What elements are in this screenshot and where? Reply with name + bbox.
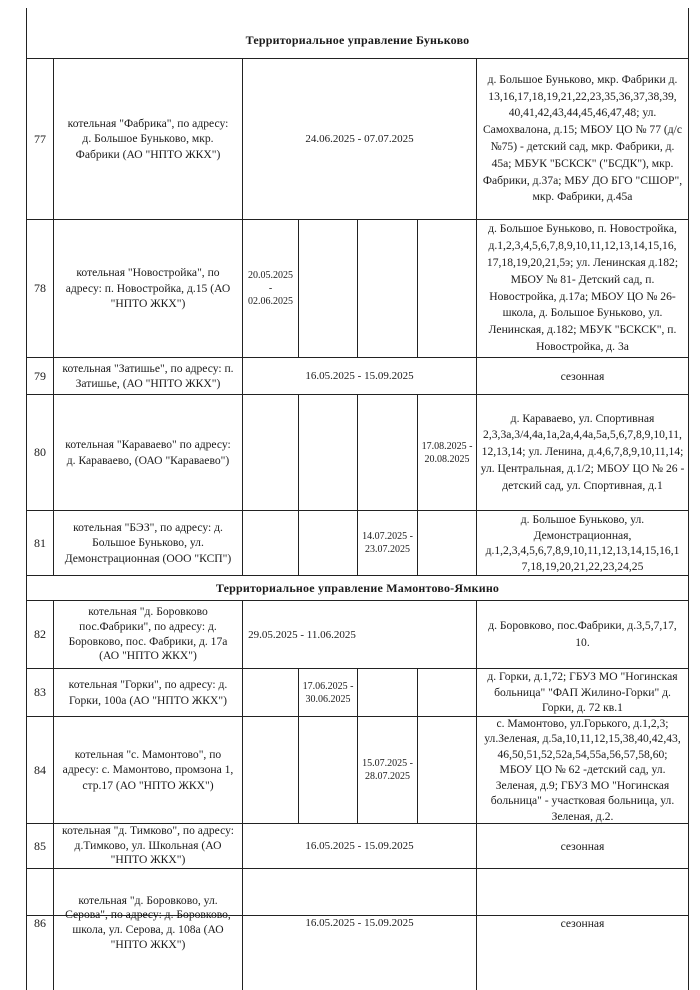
served-addresses: д. Большое Буньково, мкр. Фабрики д. 13,16,17,18,19,21,22,23,35,36,37,38,39, 40,41,42,43,44,45,46,47,48; ул. Самохвалона, д.15; МБОУ ЦО № 77 (д/с №75) - детский сад, мкр. Фабрики, д. 45а; МБУК "БСКСК" ("БСДК"), мкр. Фабрики, д.37а; МБУ ДО БГО "СШОР", мкр. Фабрики, д.45а [482,72,683,204]
boiler-name: котельная "с. Мамонтово", по адресу: с. Мамонтово, промзона 1, стр.17 (АО "НПТО ЖКХ") [62,747,234,792]
boiler-name: котельная "БЭЗ", по адресу: д. Большое Буньково, ул. Демонстрационная (ООО "КСП") [64,520,232,565]
boiler-name: котельная "д. Боровково, ул. Серова", по адресу: д. Боровково, школа, ул. Серова, д. 108а (АО "НПТО ЖКХ") [65,893,231,951]
boiler-name: котельная "Затишье", по адресу: п. Затишье, (АО "НПТО ЖКХ") [62,361,234,390]
column-divider [298,219,299,357]
shutdown-dates: 16.05.2025 - 15.09.2025 [305,917,414,929]
column-divider [417,668,418,823]
shutdown-dates: 14.07.2025 - 23.07.2025 [362,531,413,555]
shutdown-dates: 24.06.2025 - 07.07.2025 [305,133,414,145]
shutdown-dates: 20.05.2025 - 02.06.2025 [248,270,293,307]
served-addresses: сезонная [560,369,605,383]
column-divider [357,219,358,357]
served-addresses: д. Караваево, ул. Спортивная 2,3,3а,3/4,4а,1а,2а,4,4а,5а,5,6,7,8,9,10,11, 12,13,14; ул. Ленина, д.4,6,7,8,9,10,11,14; ул. Центральная, д.1/2; МБОУ ЦО № 26 - детский сад, ул. Спортивная, д.1 [480,411,685,492]
row-number: 81 [34,535,46,550]
boiler-name: котельная "Горки", по адресу: д. Горки, 100а (АО "НПТО ЖКХ") [68,678,228,707]
shutdown-dates: 15.07.2025 - 28.07.2025 [362,758,413,782]
served-addresses: д. Большое Буньково, п. Новостройка, д.1,2,3,4,5,6,7,8,9,10,11,12,13,14,15,16, 17,18,19,20,21,5э; ул. Ленинская д.182; МБОУ № 81- Детский сад, п. Новостройка, д.17а; МБОУ ЦО № 26- школа, д. Большое Буньково, ул. Ленинская, д.182; МБУК "БСКСК", п. Новостройка, д. 3а [486,222,679,353]
shutdown-dates: 17.06.2025 - 30.06.2025 [302,680,354,705]
shutdown-dates: 16.05.2025 - 15.09.2025 [305,840,414,852]
column-divider [417,219,418,357]
boiler-name: котельная "Новостройка", по адресу: п. Новостройка, д.15 (АО "НПТО ЖКХ") [65,266,231,311]
boiler-name: котельная "д. Боровково пос.Фабрики", по адресу: д. Боровково, пос. Фабрики, д. 17а (АО "НПТО ЖКХ") [68,604,228,663]
served-addresses: с. Мамонтово, ул.Горького, д.1,2,3; ул.Зеленая, д.5а,10,11,12,15,38,40,42,43, 46,50,51,52,52а,54,55а,56,57,58,60; МБОУ ЦО № 62 -детский сад, ул. Зеленая, д.9; ГБУЗ МО "Ногинская больница" - участковая больница, ул. Зеленая, д.2. [484,717,681,823]
boiler-name: котельная "Фабрика", по адресу: д. Большое Буньково, мкр. Фабрики (АО "НПТО ЖКХ") [67,116,229,161]
shutdown-dates: 29.05.2025 - 11.06.2025 [248,628,356,641]
row-number: 86 [34,915,46,930]
served-addresses: сезонная [560,839,605,853]
served-addresses: д. Горки, д.1,72; ГБУЗ МО "Ногинская больница" "ФАП Жилино-Горки" д. Горки, д. 72 кв.1 [487,670,678,715]
served-addresses: сезонная [560,916,605,930]
row-number: 85 [34,838,46,853]
column-divider [298,394,299,575]
territory-header: Территориальное управление Буньково [245,32,470,47]
territory-header: Территориальное управление Мамонтово-Ямкино [215,580,500,595]
boiler-name: котельная "д. Тимково", по адресу: д.Тимково, ул. Школьная (АО "НПТО ЖКХ") [62,824,234,867]
row-number: 83 [34,685,46,699]
served-addresses: д. Боровково, пос.Фабрики, д.3,5,7,17, 10. [488,618,677,649]
boiler-name: котельная "Караваево" по адресу: д. Караваево, (ОАО "Караваево") [65,438,231,467]
row-number: 79 [34,368,46,383]
shutdown-dates: 16.05.2025 - 15.09.2025 [305,370,414,382]
row-number: 80 [34,445,46,459]
row-number: 77 [34,131,46,146]
table-border-right [688,8,689,990]
row-number: 82 [34,627,46,641]
row-number: 78 [34,281,46,295]
served-addresses: д. Большое Буньково, ул. Демонстрационная, д.1,2,3,4,5,6,7,8,9,10,11,12,13,14,15,16,1 7,18,19,20,21,22,23,24,25 [485,513,680,573]
shutdown-dates: 17.08.2025 - 20.08.2025 [421,440,473,465]
row-number: 84 [34,762,46,777]
